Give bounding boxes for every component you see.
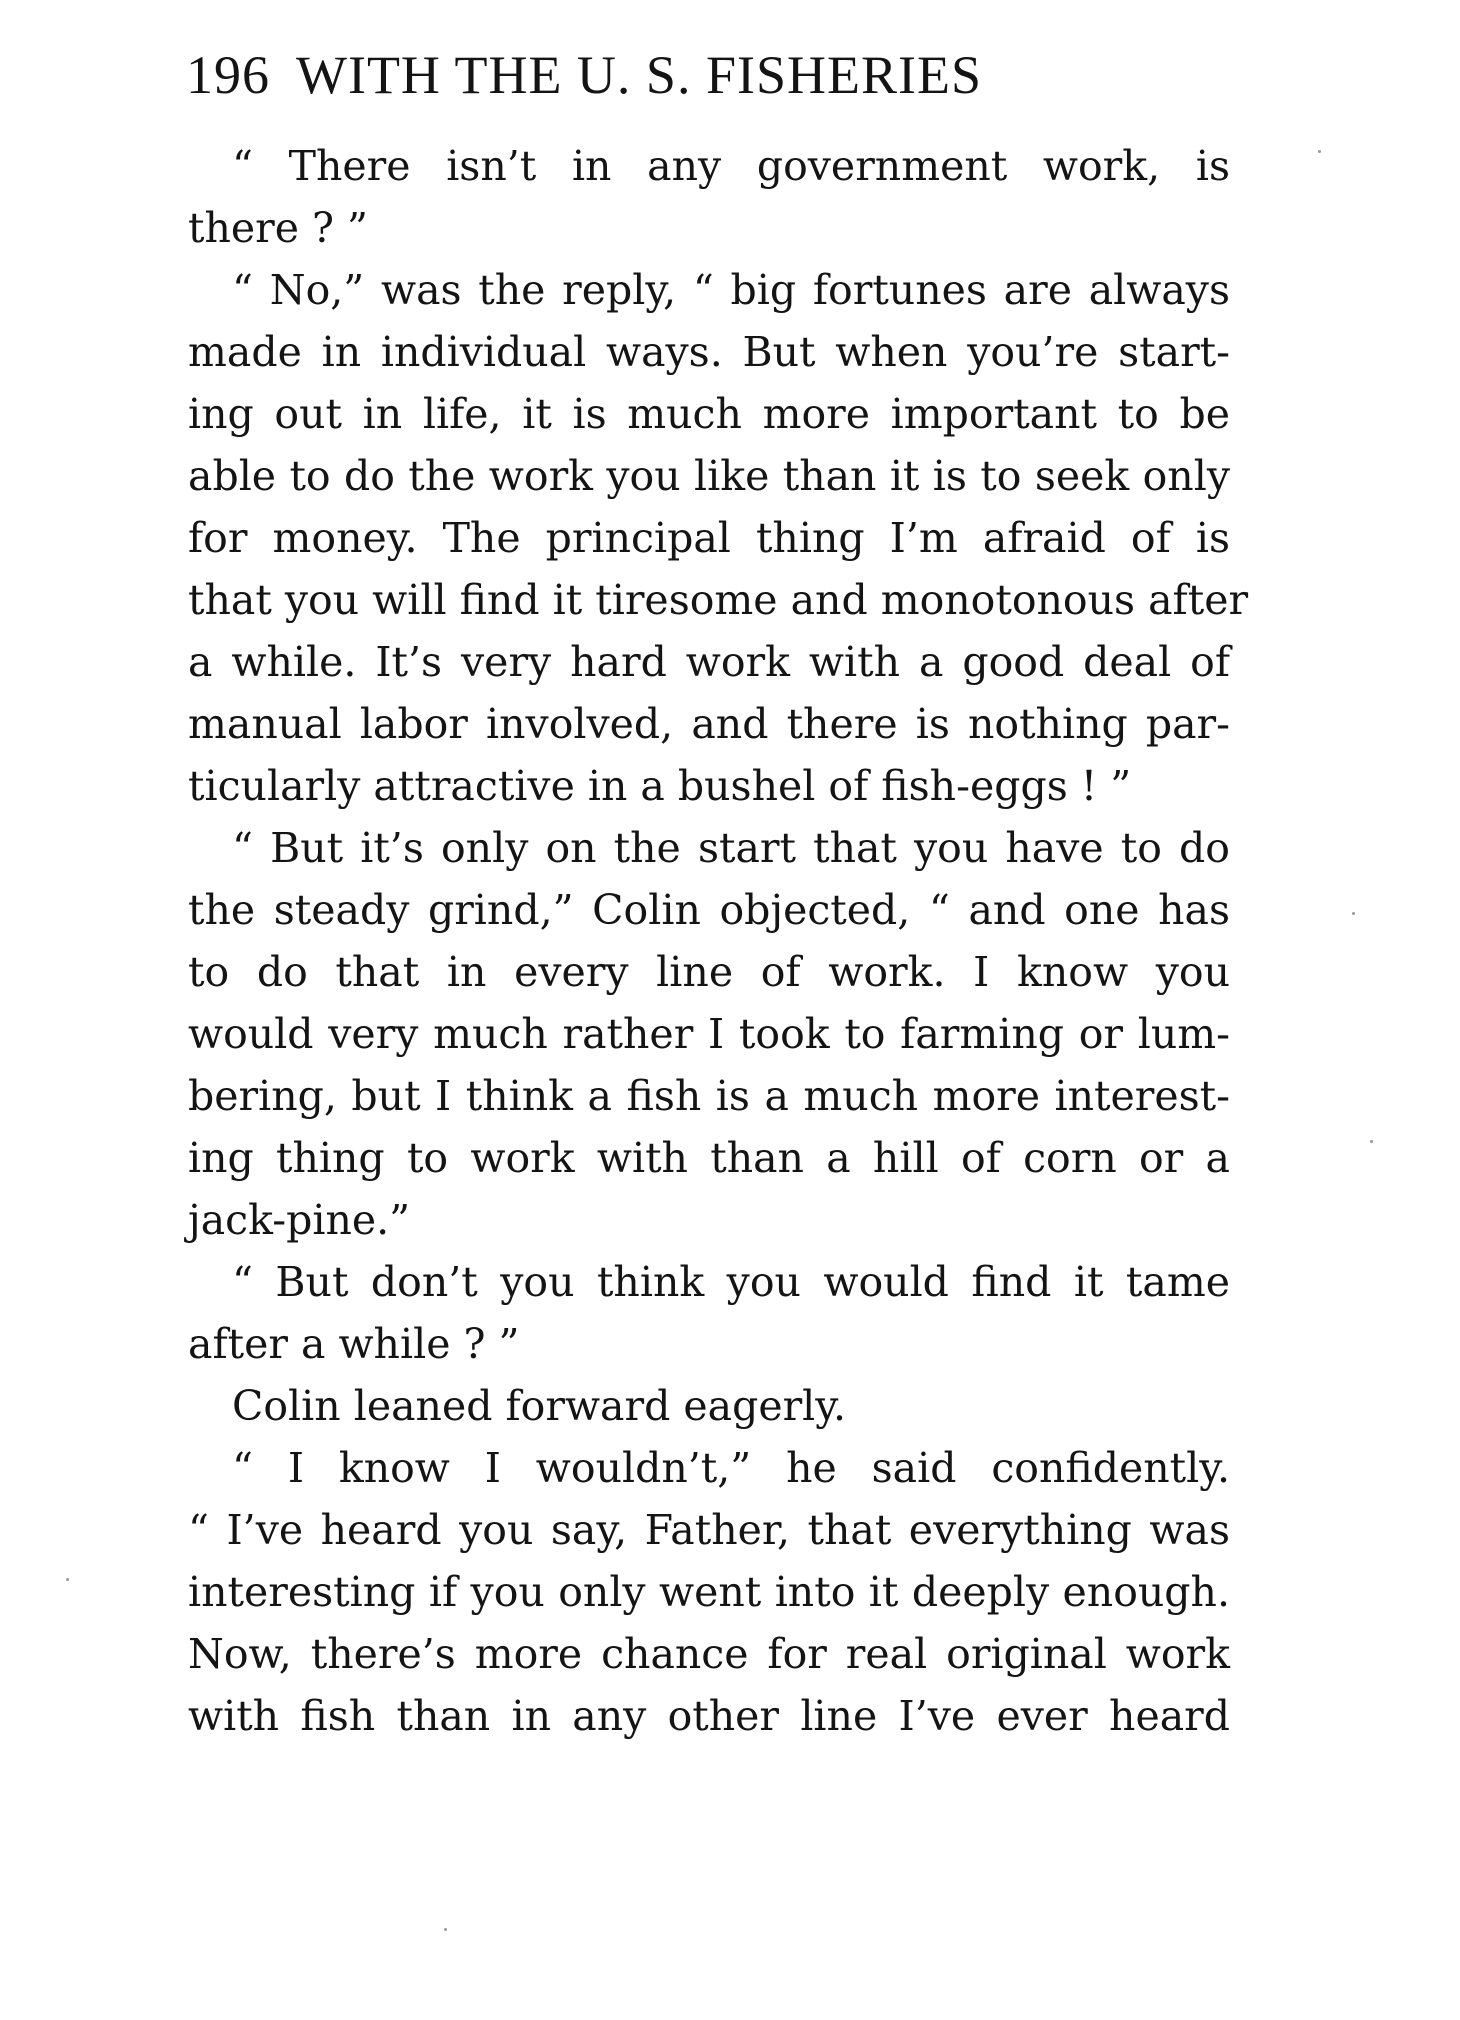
text-line: “ But don’t you think you would find it tame <box>232 1258 1230 1306</box>
text-line: the steady grind,” Colin objected, “ and one has <box>188 886 1230 934</box>
body-text <box>188 135 1249 1747</box>
text-line: able to do the work you like than it is to seek only <box>188 452 1230 500</box>
paper-speck <box>1352 912 1355 915</box>
text-line: jack-pine.” <box>188 1196 411 1244</box>
text-line: interesting if you only went into it deeply enough. <box>188 1568 1230 1616</box>
running-title: WITH THE U. S. FISHERIES <box>296 45 983 105</box>
text-line: for money. The principal thing I’m afraid of is <box>188 514 1230 562</box>
text-line: “ There isn’t in any government work, is <box>232 142 1230 190</box>
text-line: “ No,” was the reply, “ big fortunes are always <box>232 266 1230 314</box>
text-line: Now, there’s more chance for real original work <box>188 1630 1230 1678</box>
text-line: Colin leaned forward eagerly. <box>232 1382 847 1430</box>
page-number: 196 <box>186 45 270 105</box>
paper-speck <box>1318 150 1321 153</box>
text-line: that you will find it tiresome and monotonous after <box>188 576 1249 624</box>
text-line: there ? ” <box>188 204 369 252</box>
text-line: after a while ? ” <box>188 1320 520 1368</box>
paper-speck <box>1370 1140 1373 1143</box>
text-line: would very much rather I took to farming or lum- <box>188 1010 1230 1058</box>
text-line: “ I know I wouldn’t,” he said confidently. <box>232 1444 1230 1492</box>
text-line: to do that in every line of work. I know you <box>188 948 1230 996</box>
text-line: “ I’ve heard you say, Father, that everything was <box>188 1506 1230 1554</box>
text-line: “ But it’s only on the start that you have to do <box>232 824 1230 872</box>
text-line: ing thing to work with than a hill of corn or a <box>188 1134 1230 1182</box>
text-line: ticularly attractive in a bushel of fish-eggs ! ” <box>188 762 1132 810</box>
text-line: bering, but I think a fish is a much more interest- <box>188 1072 1230 1120</box>
paper-speck <box>444 1928 447 1931</box>
running-head <box>186 44 1226 114</box>
text-line: ing out in life, it is much more important to be <box>188 390 1230 438</box>
text-line: with fish than in any other line I’ve ever heard <box>188 1692 1230 1740</box>
text-line: manual labor involved, and there is nothing par- <box>188 700 1230 748</box>
text-line: made in individual ways. But when you’re start- <box>188 328 1230 376</box>
paper-speck <box>66 1578 69 1581</box>
text-line: a while. It’s very hard work with a good deal of <box>188 638 1230 686</box>
